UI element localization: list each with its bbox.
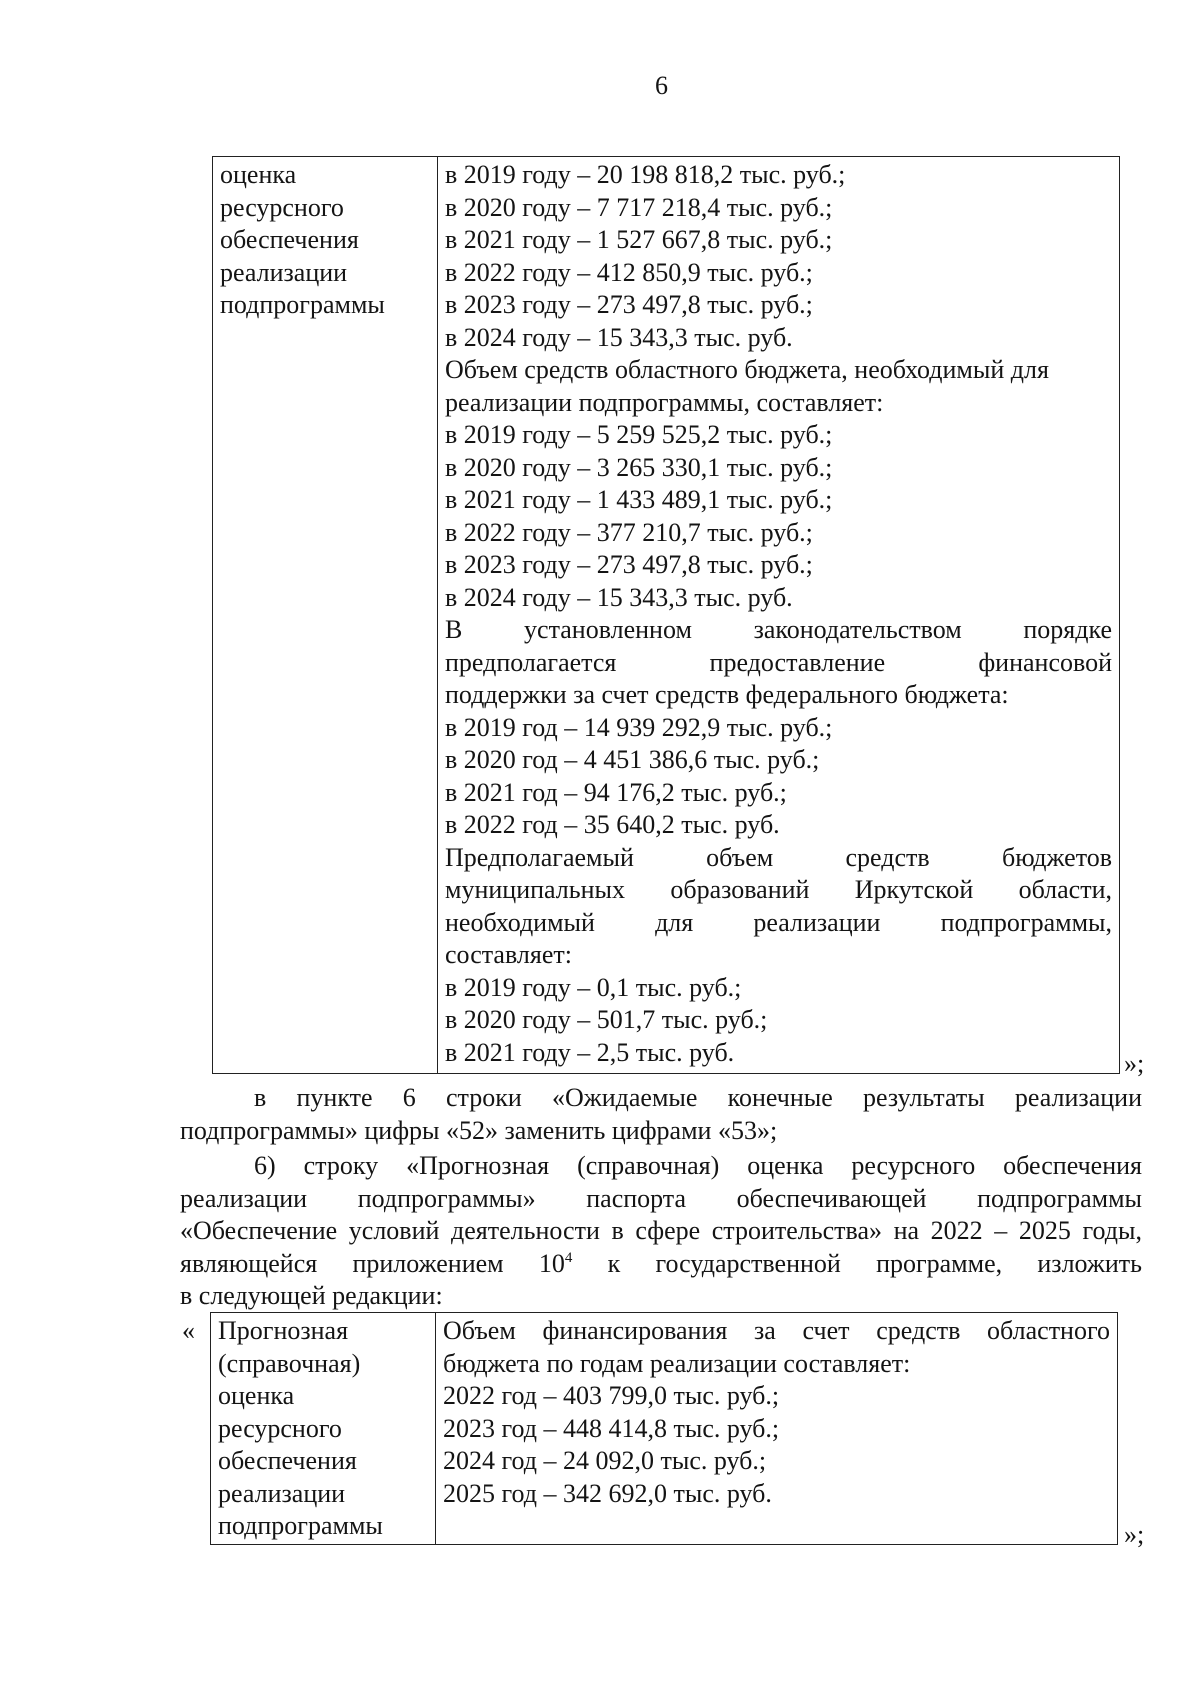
paragraph-line bbox=[180, 1248, 1142, 1281]
list-item: 2025 год – 342 692,0 тыс. руб. bbox=[443, 1478, 772, 1508]
paragraph-2 bbox=[180, 1150, 1142, 1313]
list-item: в 2024 году – 15 343,3 тыс. руб. bbox=[445, 582, 793, 612]
list-item: в 2020 году – 3 265 330,1 тыс. руб.; bbox=[445, 452, 833, 482]
list-item: в 2021 год – 94 176,2 тыс. руб.; bbox=[445, 777, 787, 807]
list-item: обеспечения bbox=[218, 1446, 357, 1475]
list-item: подпрограммы bbox=[218, 1511, 383, 1540]
table1-closing-quote: »; bbox=[1124, 1049, 1145, 1078]
list-item: оценка bbox=[218, 1381, 295, 1410]
list-item: реализации bbox=[220, 257, 348, 287]
list-item: в 2019 году – 0,1 тыс. руб.; bbox=[445, 972, 742, 1002]
paragraph-line: в пункте 6 строки «Ожидаемые конечные результаты реализации bbox=[254, 1083, 1142, 1112]
paragraph-line: «Обеспечение условий деятельности в сфере строительства» на 2022 – 2025 годы, bbox=[180, 1216, 1142, 1245]
list-item: в 2022 году – 412 850,9 тыс. руб.; bbox=[445, 257, 813, 287]
list-item: в 2024 году – 15 343,3 тыс. руб. bbox=[445, 322, 793, 352]
list-item: в 2019 году – 20 198 818,2 тыс. руб.; bbox=[445, 160, 846, 189]
list-item: обеспечения bbox=[220, 225, 359, 254]
list-item: подпрограммы bbox=[220, 290, 385, 319]
list-item: (справочная) bbox=[218, 1348, 361, 1378]
list-item: в 2023 году – 273 497,8 тыс. руб.; bbox=[445, 290, 813, 319]
paragraph-line: 6) строку «Прогнозная (справочная) оценка ресурсного обеспечения bbox=[254, 1151, 1142, 1180]
paragraph-1 bbox=[180, 1082, 1142, 1147]
resource-table-2 bbox=[210, 1312, 1118, 1545]
list-item: В установленном законодательством порядке bbox=[445, 615, 1112, 644]
list-item: Объем финансирования за счет средств областного bbox=[443, 1316, 1110, 1345]
list-item: поддержки за счет средств федерального бюджета: bbox=[445, 680, 1009, 709]
list-item: составляет: bbox=[445, 940, 572, 969]
list-item: бюджета по годам реализации составляет: bbox=[443, 1348, 911, 1378]
table1-right-cell bbox=[438, 157, 1120, 1074]
list-item: в 2023 году – 273 497,8 тыс. руб.; bbox=[445, 550, 813, 579]
paragraph-line: в следующей редакции: bbox=[180, 1281, 443, 1310]
list-item: в 2021 году – 1 527 667,8 тыс. руб.; bbox=[445, 225, 833, 254]
page-number: 6 bbox=[655, 71, 668, 100]
list-item: реализации подпрограммы, составляет: bbox=[445, 387, 884, 417]
list-item: Прогнозная bbox=[218, 1316, 349, 1345]
list-item: предполагается предоставление финансовой bbox=[445, 647, 1112, 677]
list-item: 2023 год – 448 414,8 тыс. руб.; bbox=[443, 1413, 780, 1443]
paragraph-line: реализации подпрограммы» паспорта обеспечивающей подпрограммы bbox=[180, 1183, 1142, 1213]
list-item: Предполагаемый объем средств бюджетов bbox=[445, 842, 1112, 872]
paragraph-text: являющейся приложением 10 bbox=[180, 1248, 565, 1278]
table-row bbox=[213, 157, 1120, 1074]
table2-left-cell bbox=[211, 1313, 436, 1545]
list-item: в 2022 год – 35 640,2 тыс. руб. bbox=[445, 810, 780, 839]
list-item: реализации bbox=[218, 1478, 346, 1508]
list-item: в 2020 году – 501,7 тыс. руб.; bbox=[445, 1005, 768, 1034]
table2-opening-quote: « bbox=[182, 1316, 195, 1345]
list-item: 2022 год – 403 799,0 тыс. руб.; bbox=[443, 1381, 780, 1410]
table2-closing-quote: »; bbox=[1124, 1520, 1145, 1549]
list-item: в 2020 году – 7 717 218,4 тыс. руб.; bbox=[445, 192, 833, 222]
list-item: муниципальных образований Иркутской области, bbox=[445, 875, 1112, 904]
list-item: в 2019 год – 14 939 292,9 тыс. руб.; bbox=[445, 712, 833, 742]
table2-right-cell bbox=[436, 1313, 1118, 1545]
list-item: в 2021 году – 1 433 489,1 тыс. руб.; bbox=[445, 485, 833, 514]
list-item: 2024 год – 24 092,0 тыс. руб.; bbox=[443, 1446, 767, 1475]
list-item: оценка bbox=[220, 160, 297, 189]
list-item: в 2021 году – 2,5 тыс. руб. bbox=[445, 1037, 735, 1067]
paragraph-text: к государственной программе, изложить bbox=[572, 1248, 1142, 1278]
superscript: 4 bbox=[564, 1249, 573, 1266]
resource-table-1 bbox=[212, 156, 1120, 1074]
list-item: в 2019 году – 5 259 525,2 тыс. руб.; bbox=[445, 420, 833, 449]
list-item: в 2022 году – 377 210,7 тыс. руб.; bbox=[445, 517, 813, 547]
table1-left-cell bbox=[213, 157, 438, 1074]
list-item: ресурсного bbox=[220, 192, 344, 222]
list-item: в 2020 год – 4 451 386,6 тыс. руб.; bbox=[445, 745, 820, 774]
list-item: ресурсного bbox=[218, 1413, 342, 1443]
list-item: Объем средств областного бюджета, необходимый для bbox=[445, 355, 1049, 384]
table-row bbox=[211, 1313, 1118, 1545]
list-item: необходимый для реализации подпрограммы, bbox=[445, 907, 1112, 937]
paragraph-line: подпрограммы» цифры «52» заменить цифрами «53»; bbox=[180, 1115, 778, 1145]
